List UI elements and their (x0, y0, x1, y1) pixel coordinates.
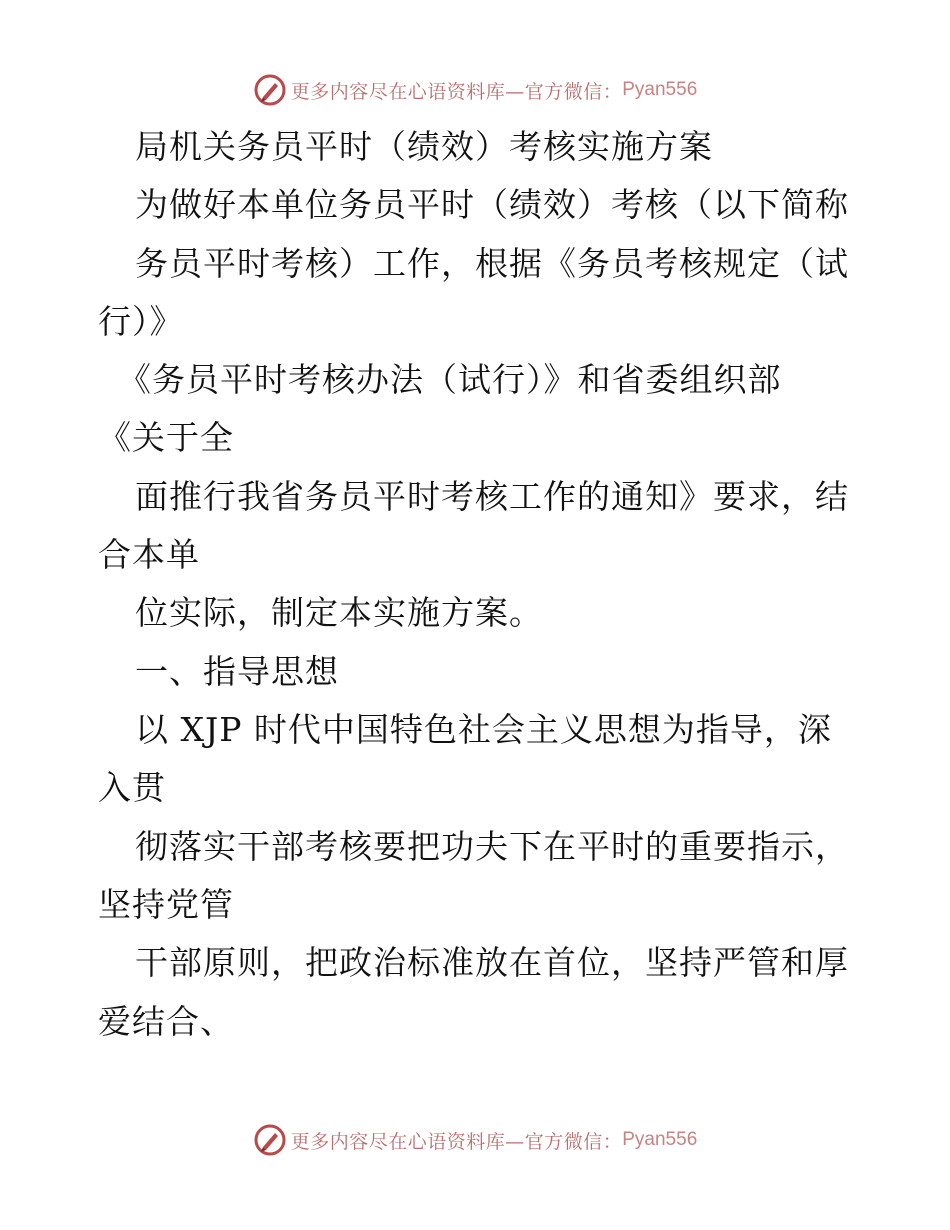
paragraph-line: 行）》 (98, 302, 184, 341)
paragraph-line: 为做好本单位务员平时（绩效）考核（以下简称 (135, 185, 849, 224)
footer-watermark (0, 1120, 950, 1160)
pen-seal-icon (253, 1123, 287, 1157)
paragraph-line: 位实际，制定本实施方案。 (135, 593, 543, 632)
paragraph-line: 《关于全 (98, 418, 234, 457)
paragraph-line: 务员平时考核）工作，根据《务员考核规定（试 (135, 244, 849, 283)
watermark-account: Pyan556 (622, 1129, 698, 1150)
paragraph-line: 坚持党管 (98, 885, 234, 924)
paragraph-line: 爱结合、 (98, 1002, 234, 1041)
paragraph-line: 彻落实干部考核要把功夫下在平时的重要指示， (135, 827, 849, 866)
watermark-text: 更多内容尽在心语资料库—官方微信： (290, 80, 623, 103)
paragraph-line: 《务员平时考核办法（试行）》和省委组织部 (118, 360, 782, 399)
document-title: 局机关务员平时（绩效）考核实施方案 (135, 127, 713, 166)
paragraph-line: 以 XJP 时代中国特色社会主义思想为指导，深 (135, 710, 832, 749)
watermark-account: Pyan556 (622, 79, 698, 100)
pen-seal-icon (253, 73, 287, 107)
watermark-text: 更多内容尽在心语资料库—官方微信： (290, 1130, 623, 1153)
paragraph-line: 干部原则，把政治标准放在首位，坚持严管和厚 (135, 943, 849, 982)
paragraph-line: 合本单 (98, 535, 200, 574)
header-watermark (0, 70, 950, 110)
section-heading: 一、指导思想 (135, 652, 339, 691)
paragraph-line: 面推行我省务员平时考核工作的通知》要求，结 (135, 477, 849, 516)
paragraph-line: 入贯 (98, 768, 166, 807)
